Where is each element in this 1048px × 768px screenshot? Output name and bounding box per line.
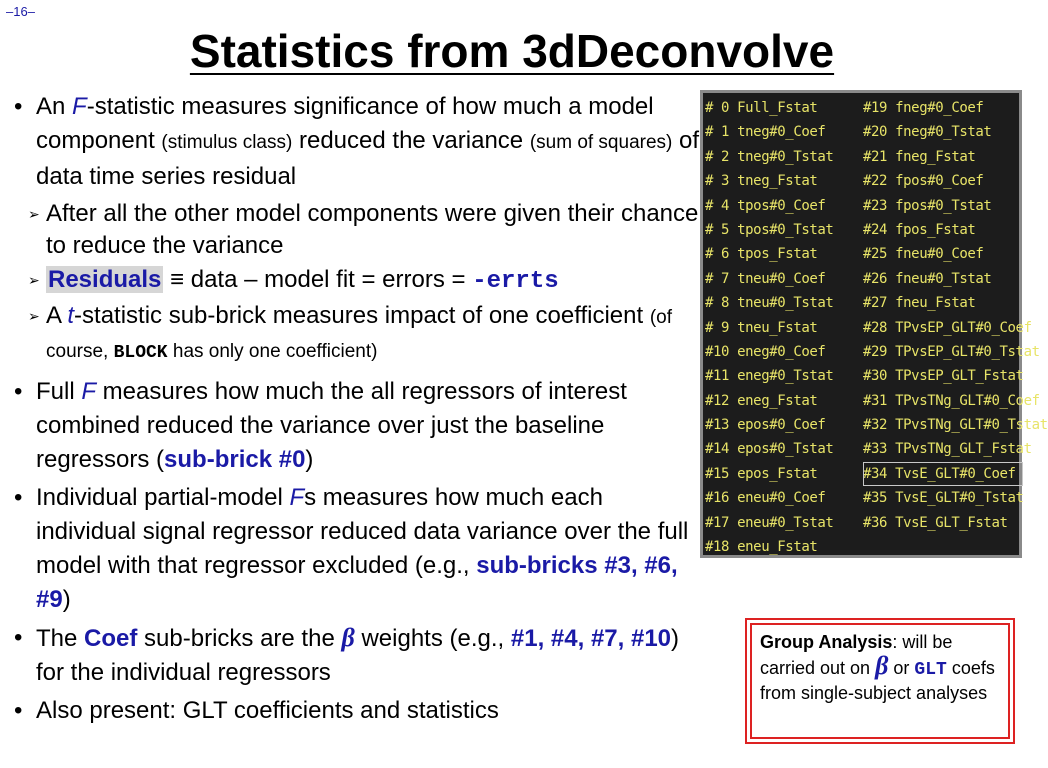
sub-brick-item: #31 TPvsTNg_GLT#0_Coef <box>863 392 1040 409</box>
sub-brick-item: #24 fpos_Fstat <box>863 221 976 238</box>
sub-brick-item: # 8 tneu#0_Tstat <box>705 295 834 312</box>
sub-bricks-highlight: sub-bricks #3, #6, #9 <box>36 552 678 613</box>
sub-bullet-t-statistic: ➢ A t-statistic sub-brick measures impact of one coefficient (of course, BLOCK has only one coefficient) <box>28 302 673 363</box>
errts-option: -errts <box>472 268 559 295</box>
sub-brick-item: #10 eneg#0_Coef <box>705 343 826 360</box>
sub-bullet-residuals: ➢ Residuals ≡ data – model fit = errors = -errts <box>28 266 559 295</box>
sub-brick-list-screenshot <box>700 90 1048 558</box>
bullet-glt: • Also present: GLT coefficients and statistics <box>14 694 704 728</box>
arrow-bullet-icon: ➢ <box>28 272 40 288</box>
sub-brick-item: #26 fneu#0_Tstat <box>863 270 992 287</box>
group-analysis-note <box>745 618 1015 744</box>
bullet-dot: • <box>14 624 23 651</box>
bullet-dot: • <box>14 697 23 724</box>
sub-brick-item: # 3 tneg_Fstat <box>705 173 818 190</box>
f-symbol: F <box>289 484 305 511</box>
sub-brick-item: #29 TPvsEP_GLT#0_Tstat <box>863 343 1040 360</box>
arrow-bullet-icon: ➢ <box>28 206 40 222</box>
bullet-full-f: • Full F measures how much the all regressors of interest combined reduced the variance over just the baseline regressors (sub-brick #0) <box>14 375 704 477</box>
coef-index-highlight: #1, #4, #7, #10 <box>510 625 672 652</box>
sub-brick-item: #17 eneu#0_Tstat <box>705 514 834 531</box>
sub-brick-item: #14 epos#0_Tstat <box>705 441 834 458</box>
sub-brick-item: # 2 tneg#0_Tstat <box>705 148 834 165</box>
sub-brick-item: #27 fneu_Fstat <box>863 295 976 312</box>
bullet-f-statistic: • An F-statistic measures significance of how much a model component (stimulus class) reduced the variance (sum of squares) of data time series residual <box>14 90 704 194</box>
f-symbol: F <box>72 93 87 120</box>
sub-brick-item: # 0 Full_Fstat <box>705 100 818 116</box>
bullet-dot: • <box>14 378 23 405</box>
t-symbol: t <box>67 302 75 329</box>
sub-brick-item: # 7 tneu#0_Coef <box>705 270 826 287</box>
beta-symbol: β <box>875 651 889 680</box>
sub-brick-item: #21 fneg_Fstat <box>863 148 976 165</box>
arrow-bullet-icon: ➢ <box>28 308 40 324</box>
bullet-dot: • <box>14 93 23 120</box>
sub-brick-column-left <box>705 96 861 559</box>
sub-brick-item: #36 TvsE_GLT_Fstat <box>863 514 1008 531</box>
sub-brick-item: #30 TPvsEP_GLT_Fstat <box>863 368 1024 385</box>
sub-brick-item: #12 eneg_Fstat <box>705 392 818 409</box>
sub-brick-item: # 9 tneu_Fstat <box>705 319 818 336</box>
bullet-dot: • <box>14 484 23 511</box>
sub-brick-item: # 1 tneg#0_Coef <box>705 124 826 141</box>
sub-bullet-list <box>14 198 704 369</box>
sub-brick-item: #18 eneu_Fstat <box>705 539 818 556</box>
sub-brick-item: #28 TPvsEP_GLT#0_Coef <box>863 319 1032 336</box>
sub-brick-item: # 6 tpos_Fstat <box>705 246 818 263</box>
sub-brick-item: #19 fneg#0_Coef <box>863 100 984 116</box>
sub-brick-column-right <box>863 96 1048 535</box>
f-symbol: F <box>81 378 97 405</box>
block-keyword: BLOCK <box>113 343 168 363</box>
slide-title: Statistics from 3dDeconvolve <box>189 25 835 77</box>
sub-brick-item: #23 fpos#0_Tstat <box>863 197 992 214</box>
sub-brick-item: #25 fneu#0_Coef <box>863 246 984 263</box>
sub-brick-item: #20 fneg#0_Tstat <box>863 124 992 141</box>
note-text: Group Analysis: will be carried out on β or GLT coefs from single-subject analyses <box>750 623 1010 739</box>
coef-highlight: Coef <box>84 625 138 652</box>
bullet-partial-f: • Individual partial-model Fs measures how much each individual signal regressor reduced data variance over the full model with that regressor excluded (e.g., sub-bricks #3, #6, #9) <box>14 481 704 617</box>
bullet-coef: • The Coef sub-bricks are the β weights (e.g., #1, #4, #7, #10) for the individual regressors <box>14 623 680 686</box>
sub-brick-item: #32 TPvsTNg_GLT#0_Tstat <box>863 417 1048 434</box>
sub-brick-item: # 4 tpos#0_Coef <box>705 197 826 214</box>
sub-bullet-other-components: ➢ After all the other model components were given their chance to reduce the variance <box>28 200 699 259</box>
sub-brick-item: #13 epos#0_Coef <box>705 417 826 434</box>
sub-brick-item: #22 fpos#0_Coef <box>863 173 984 190</box>
bullet-list <box>14 90 704 728</box>
beta-symbol: β <box>341 623 355 652</box>
sub-brick-item: #33 TPvsTNg_GLT_Fstat <box>863 441 1032 458</box>
sub-brick-0-highlight: sub-brick #0 <box>164 446 306 473</box>
sub-brick-item: #34 TvsE_GLT#0_Coef <box>863 462 1023 486</box>
residuals-highlight: Residuals <box>48 266 162 293</box>
sub-brick-item: # 5 tpos#0_Tstat <box>705 221 834 238</box>
sub-brick-item: #35 TvsE_GLT#0_Tstat <box>863 490 1024 507</box>
sub-brick-item: #11 eneg#0_Tstat <box>705 368 834 385</box>
glt-keyword: GLT <box>914 660 947 680</box>
sub-brick-item: #15 epos_Fstat <box>705 465 818 482</box>
sub-brick-item: #16 eneu#0_Coef <box>705 490 826 507</box>
slide-number: –16– <box>6 4 35 19</box>
